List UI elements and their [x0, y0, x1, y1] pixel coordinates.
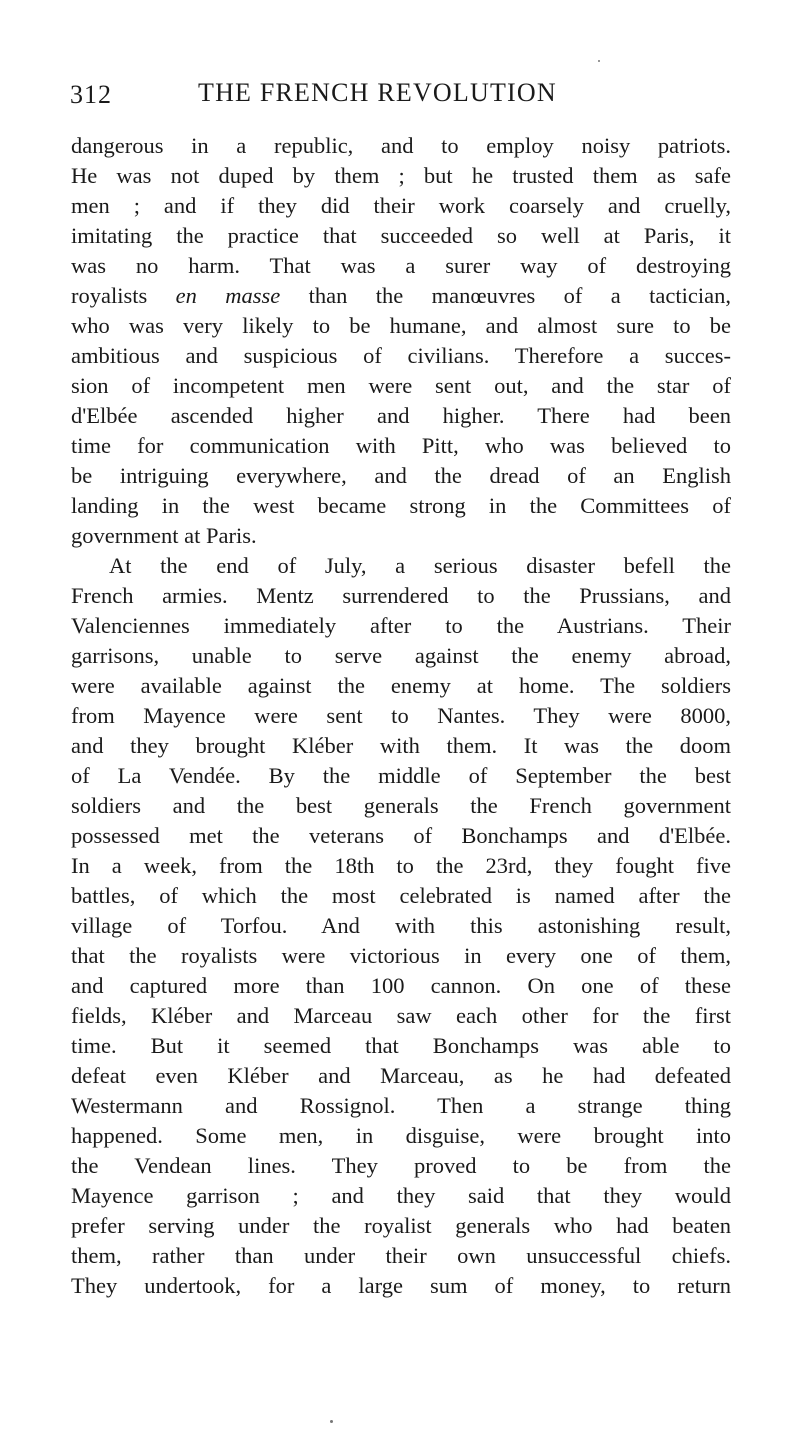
text-line: landing in the west became strong in the Committees of	[71, 493, 731, 518]
text-line: sion of incompetent men were sent out, and the star of	[71, 373, 731, 398]
running-title: THE FRENCH REVOLUTION	[198, 78, 557, 107]
text-line: At the end of July, a serious disaster befell the	[109, 553, 731, 578]
page-number: 312	[70, 80, 112, 109]
text-run: than the manœuvres of a tactician,	[280, 283, 731, 308]
text-line: happened. Some men, in disguise, were brought into	[71, 1123, 731, 1148]
text-line: garrisons, unable to serve against the enemy abroad,	[71, 643, 731, 668]
text-line: village of Torfou. And with this astonishing result,	[71, 913, 731, 938]
text-line: prefer serving under the royalist generals who had beaten	[71, 1213, 731, 1238]
text-line: d'Elbée ascended higher and higher. There had been	[71, 403, 731, 428]
text-line: who was very likely to be humane, and almost sure to be	[71, 313, 731, 338]
running-head	[70, 78, 732, 112]
text-line: was no harm. That was a surer way of destroying	[71, 253, 731, 278]
text-line: Valenciennes immediately after to the Austrians. Their	[71, 613, 731, 638]
text-line: be intriguing everywhere, and the dread of an English	[71, 463, 731, 488]
text-line: of La Vendée. By the middle of September the best	[71, 763, 731, 788]
italic-phrase: en masse	[175, 283, 281, 308]
text-line: were available against the enemy at home. The soldiers	[71, 673, 731, 698]
scan-speck	[330, 1420, 333, 1423]
scan-speck	[598, 60, 600, 62]
body-text	[71, 131, 731, 1301]
text-line: and they brought Kléber with them. It was the doom	[71, 733, 731, 758]
text-line: time. But it seemed that Bonchamps was able to	[71, 1033, 731, 1058]
text-line: that the royalists were victorious in every one of them,	[71, 943, 731, 968]
text-line	[71, 281, 731, 311]
text-line: In a week, from the 18th to the 23rd, they fought five	[71, 853, 731, 878]
text-line: the Vendean lines. They proved to be from the	[71, 1153, 731, 1178]
text-line: ambitious and suspicious of civilians. Therefore a succes-	[71, 343, 731, 368]
text-line: imitating the practice that succeeded so well at Paris, it	[71, 223, 731, 248]
text-line: and captured more than 100 cannon. On one of these	[71, 973, 731, 998]
text-line: Westermann and Rossignol. Then a strange thing	[71, 1093, 731, 1118]
text-line: men ; and if they did their work coarsely and cruelly,	[71, 193, 731, 218]
text-line: They undertook, for a large sum of money, to return	[71, 1273, 731, 1298]
text-line: possessed met the veterans of Bonchamps and d'Elbée.	[71, 823, 731, 848]
text-line: soldiers and the best generals the French government	[71, 793, 731, 818]
text-line: defeat even Kléber and Marceau, as he had defeated	[71, 1063, 731, 1088]
text-line: battles, of which the most celebrated is named after the	[71, 883, 731, 908]
text-line: dangerous in a republic, and to employ noisy patriots.	[71, 133, 731, 158]
text-run: royalists	[71, 283, 176, 308]
text-line: He was not duped by them ; but he trusted them as safe	[71, 163, 731, 188]
text-line: government at Paris.	[71, 523, 257, 548]
text-line: them, rather than under their own unsuccessful chiefs.	[71, 1243, 731, 1268]
text-line: French armies. Mentz surrendered to the Prussians, and	[71, 583, 731, 608]
text-line: time for communication with Pitt, who was believed to	[71, 433, 731, 458]
text-line: from Mayence were sent to Nantes. They were 8000,	[71, 703, 731, 728]
text-line: fields, Kléber and Marceau saw each other for the first	[71, 1003, 731, 1028]
text-line: Mayence garrison ; and they said that they would	[71, 1183, 731, 1208]
